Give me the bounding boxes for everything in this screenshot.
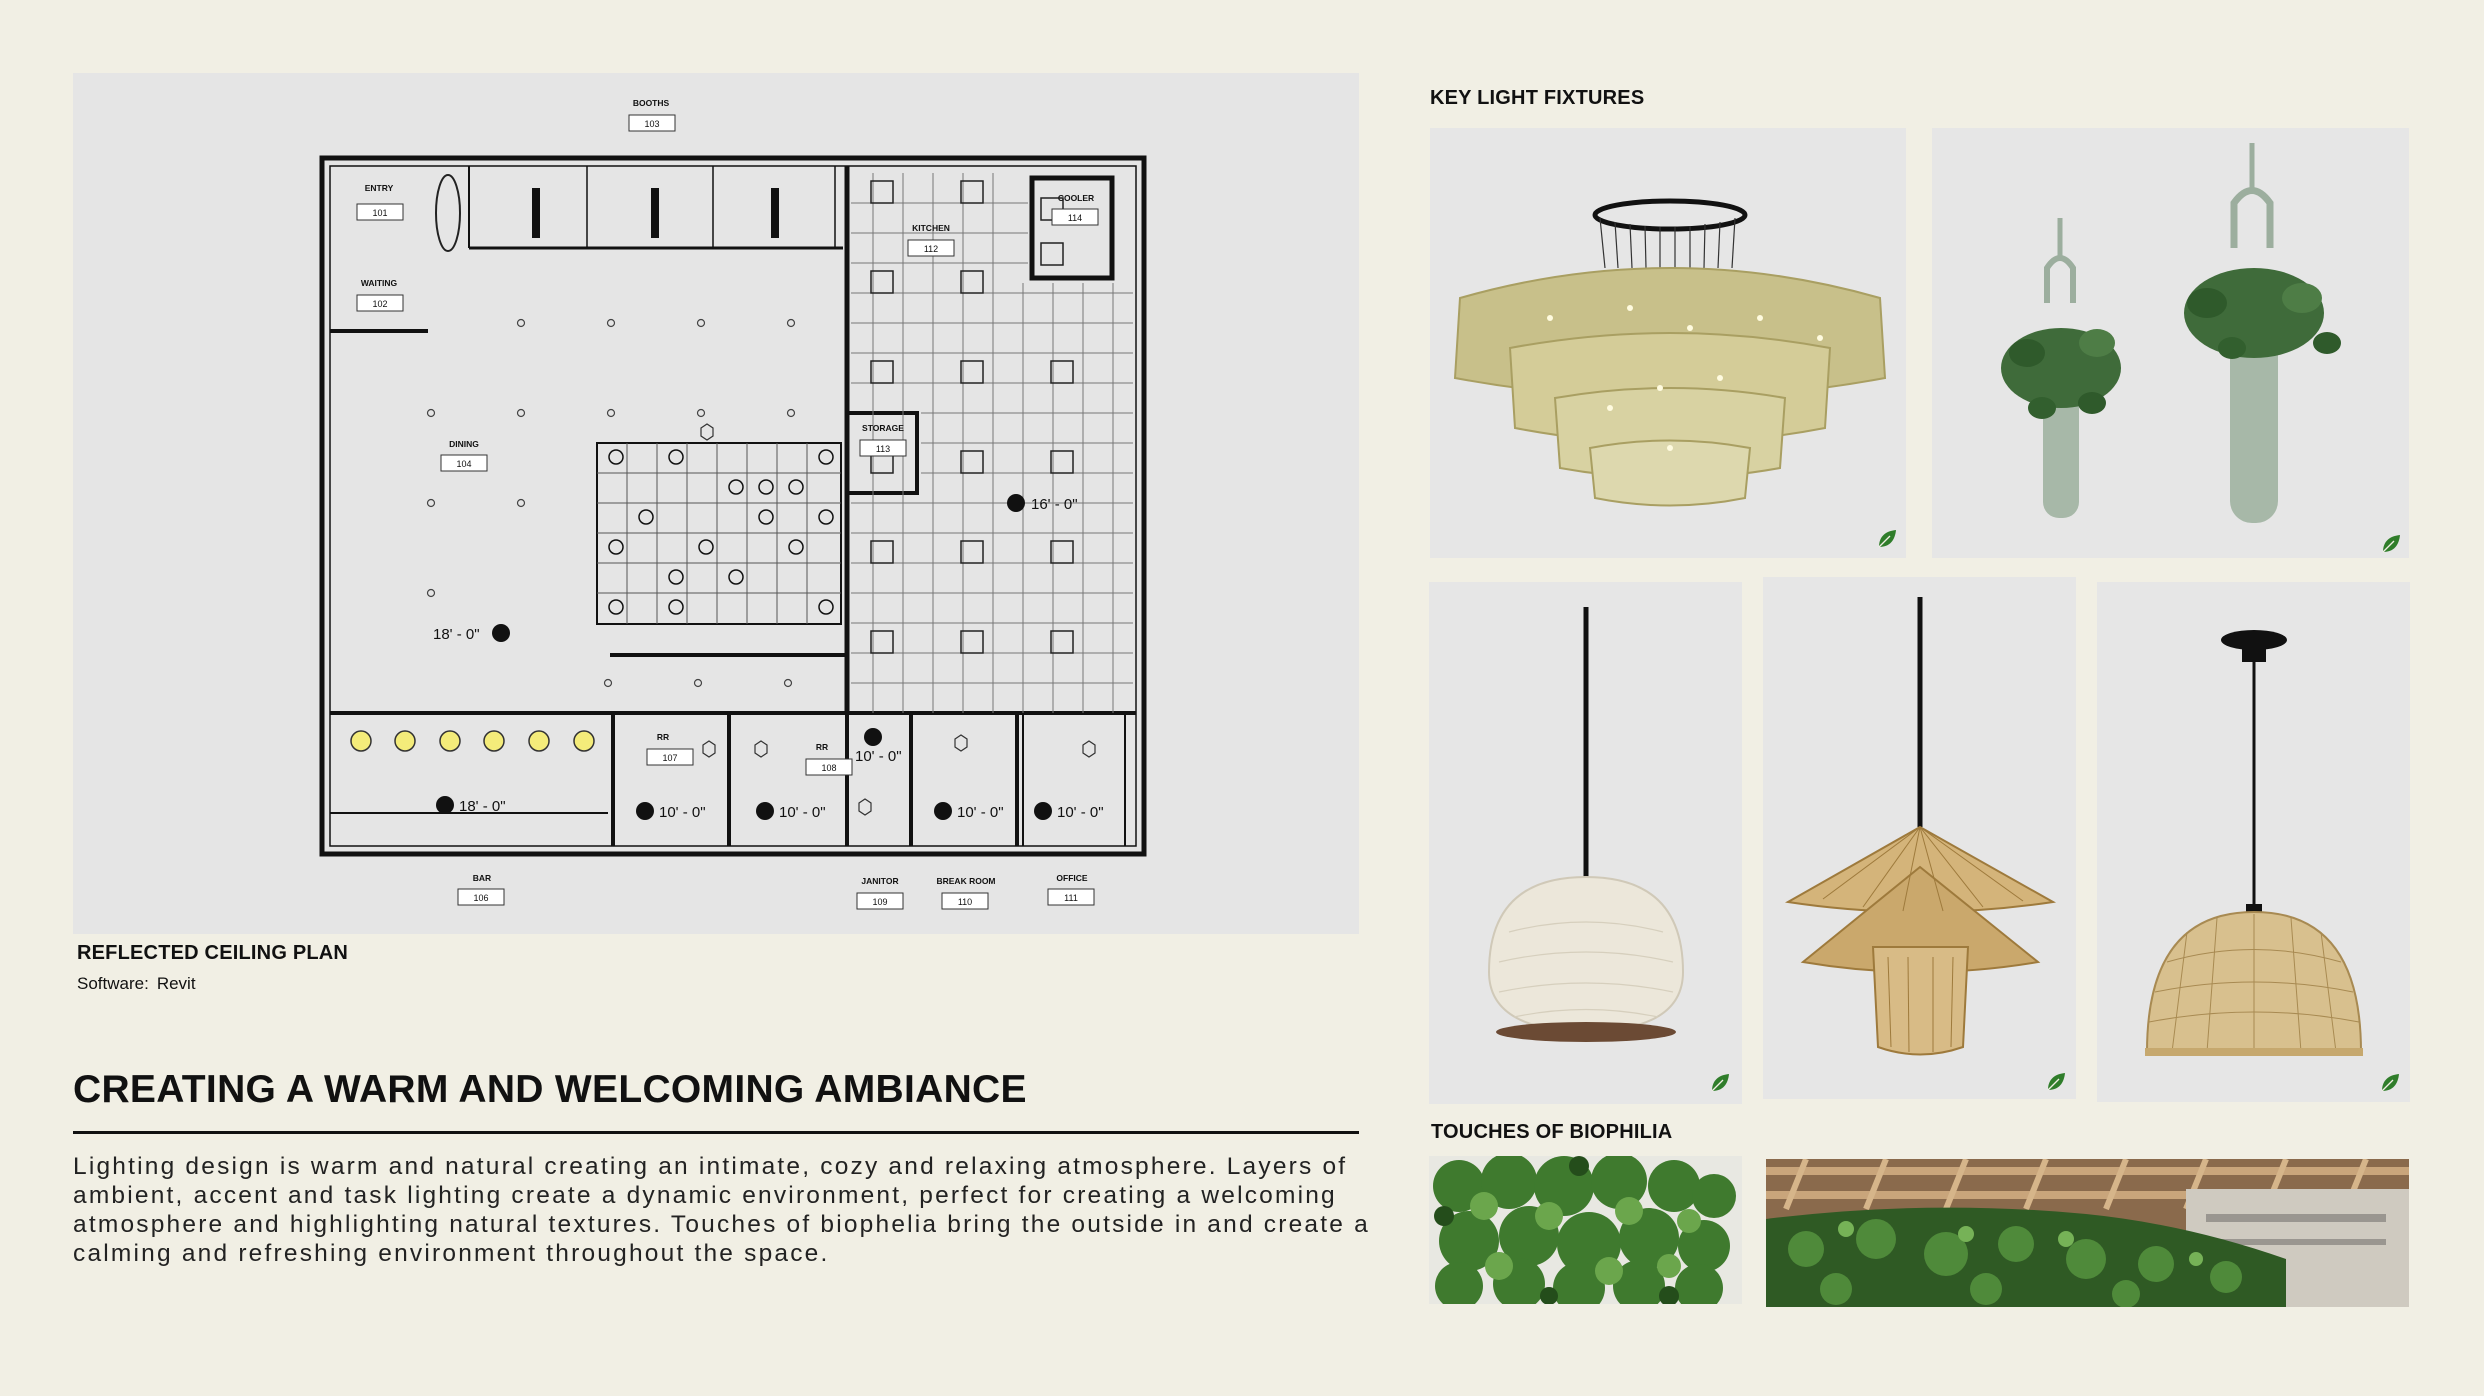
kitchen-ceiling-height: 16' - 0" <box>1031 496 1078 513</box>
dining-ceiling-height: 18' - 0" <box>433 626 480 643</box>
leaf-icon <box>2045 1071 2067 1093</box>
biophilia-section-title: TOUCHES OF BIOPHILIA <box>1431 1121 1673 1143</box>
rattan-tiered-pendant-image <box>1763 577 2076 1099</box>
rr2-number: 108 <box>821 763 837 773</box>
kitchen-label: KITCHEN <box>912 223 950 233</box>
wicker-dome-pendant-image <box>2097 582 2410 1102</box>
white-dome-pendant-image <box>1429 582 1742 1104</box>
reflected-ceiling-plan <box>73 73 1359 934</box>
software-label: Software: <box>77 974 149 993</box>
plan-caption-title: REFLECTED CEILING PLAN <box>77 942 349 964</box>
leaf-icon <box>1709 1072 1731 1094</box>
rr1-label: RR <box>656 732 670 742</box>
green-wall-image <box>1429 1156 1742 1304</box>
plan-software <box>77 974 196 994</box>
leaf-icon <box>2379 1072 2401 1094</box>
waiting-number: 102 <box>372 299 388 309</box>
dining-number: 104 <box>456 459 472 469</box>
waiting-label: WAITING <box>360 278 398 288</box>
description-paragraph: Lighting design is warm and natural creating an intimate, cozy and relaxing atmosphere. Layers of ambient, accent and task lighting create a dynamic environment, perfect for creating a welcoming atmosphere and highlighting natural textures. Touches of biophelia bring the outside in and create a calming and refreshing environment throughout the space. <box>73 1153 1370 1267</box>
breakroom-number: 110 <box>957 897 973 907</box>
janitor-ceiling-height: 10' - 0" <box>855 748 902 765</box>
page-title: CREATING A WARM AND WELCOMING AMBIANCE <box>73 1068 1027 1111</box>
office-ceiling-height: 10' - 0" <box>1057 804 1104 821</box>
leaf-icon <box>2380 533 2402 555</box>
rr2-label: RR <box>815 742 829 752</box>
chandelier-image <box>1430 128 1906 558</box>
software-value: Revit <box>156 974 196 993</box>
breakroom-label: BREAK ROOM <box>936 876 996 886</box>
dining-label: DINING <box>449 439 479 449</box>
title-divider <box>73 1131 1359 1134</box>
janitor-number: 109 <box>872 897 888 907</box>
bar-number: 106 <box>473 893 489 903</box>
ceiling-ivy-image <box>1766 1159 2409 1307</box>
storage-number: 113 <box>875 444 891 454</box>
fixtures-section-title: KEY LIGHT FIXTURES <box>1430 87 1645 109</box>
breakroom-ceiling-height: 10' - 0" <box>957 804 1004 821</box>
cooler-label: COOLER <box>1057 193 1095 203</box>
janitor-label: JANITOR <box>861 876 899 886</box>
rr2-ceiling-height: 10' - 0" <box>779 804 826 821</box>
entry-number: 101 <box>372 208 388 218</box>
ceiling-plan-drawing <box>73 73 1359 934</box>
kitchen-number: 112 <box>923 244 939 254</box>
rr1-ceiling-height: 10' - 0" <box>659 804 706 821</box>
cooler-number: 114 <box>1067 213 1083 223</box>
bar-ceiling-height: 18' - 0" <box>459 798 506 815</box>
entry-label: ENTRY <box>364 183 394 193</box>
plant-pendant-image <box>1932 128 2409 558</box>
booths-number: 103 <box>644 119 660 129</box>
office-label: OFFICE <box>1056 873 1088 883</box>
storage-label: STORAGE <box>862 423 904 433</box>
bar-label: BAR <box>472 873 492 883</box>
rr1-number: 107 <box>662 753 678 763</box>
leaf-icon <box>1876 528 1898 550</box>
booths-label: BOOTHS <box>632 98 670 108</box>
office-number: 111 <box>1064 893 1078 903</box>
